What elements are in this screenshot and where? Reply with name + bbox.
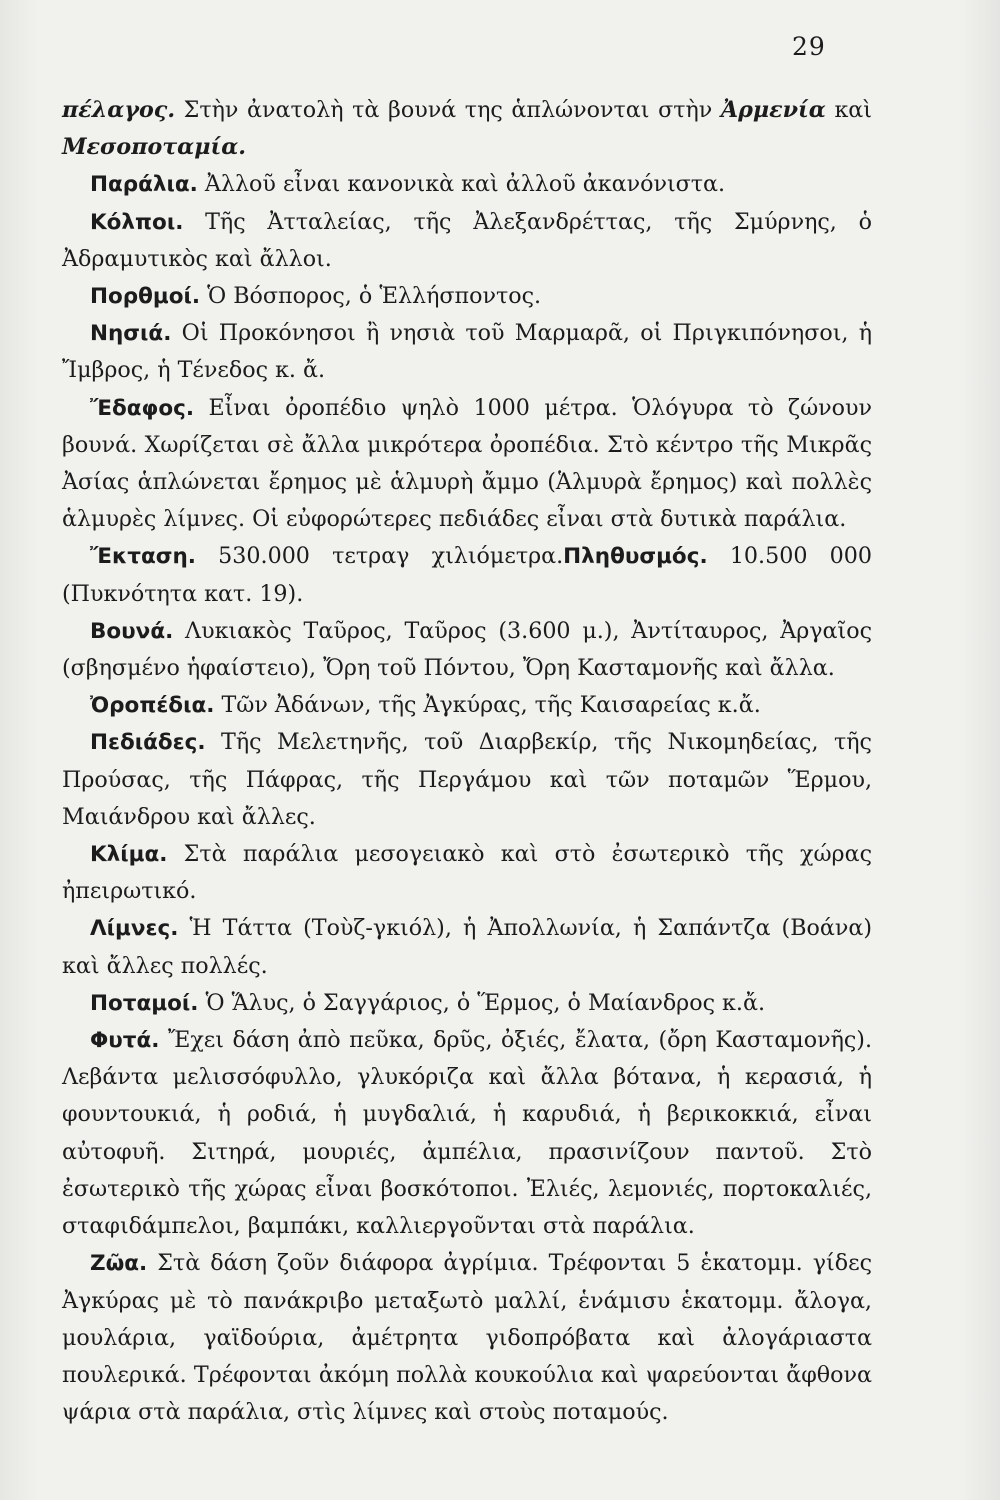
paragraph-text: 530.000 τετραγ χιλιόμετρα. bbox=[195, 543, 564, 570]
section-heading: Πορθμοί. bbox=[90, 284, 201, 310]
section-heading: Βουνά. bbox=[90, 618, 174, 644]
paragraph-text: Τῆς Ἀτταλείας, τῆς Ἀλεξανδρέττας, τῆς Σμύρνης, ὁ Ἀδραμυτικὸς καὶ ἄλλοι. bbox=[62, 208, 872, 272]
paragraph-text: Τῶν Ἀδάνων, τῆς Ἀγκύρας, τῆς Καισαρείας κ.ἄ. bbox=[214, 692, 761, 719]
italic-word: Ἀρμενία bbox=[720, 97, 826, 123]
page-number: 29 bbox=[792, 32, 826, 61]
section-heading: Παράλια. bbox=[90, 172, 198, 198]
paragraph-text: Εἶναι ὀροπέδιο ψηλὸ 1000 μέτρα. Ὁλόγυρα τὸ ζώνουν βουνά. Χωρίζεται σὲ ἄλλα μικρότερα ὀροπέδια. Στὸ κέντρο τῆς Μικρᾶς Ἀσίας ἁπλώνεται ἔρημος μὲ ἁλμυρὴ ἄμμο (Ἁλμυρὰ ἔρημος) καὶ πολλὲς ἁλμυρὲς λίμνες. Οἱ εὐφορώτερες πεδιάδες εἶναι στὰ δυτικὰ παράλια. bbox=[62, 394, 872, 533]
paragraph-text: Στὰ παράλια μεσογειακὸ καὶ στὸ ἐσωτερικὸ τῆς χώρας ἠπειρωτικό. bbox=[62, 841, 872, 905]
paragraph-text: Τῆς Μελετηνῆς, τοῦ Διαρβεκίρ, τῆς Νικομηδείας, τῆς Προύσας, τῆς Πάφρας, τῆς Περγάμου καὶ τῶν ποταμῶν Ἕρμου, Μαιάνδρου καὶ ἄλλες. bbox=[62, 729, 872, 830]
section-heading: Κλίμα. bbox=[90, 842, 168, 868]
paragraph-text: Ἀλλοῦ εἶναι κανονικὰ καὶ ἀλλοῦ ἀκανόνιστα. bbox=[197, 171, 726, 198]
paragraph-climate bbox=[62, 836, 872, 910]
paragraph-text: Στὰ δάση ζοῦν διάφορα ἀγρίμια. Τρέφονται 5 ἑκατομμ. γίδες Ἀγκύρας μὲ τὸ πανάκριβο μεταξωτὸ μαλλί, ἑνάμισυ ἑκατομμ. ἄλογα, μουλάρια, γαϊδούρια, ἀμέτρητα γιδοπρόβατα καὶ ἀλογάριαστα πουλερικά. Τρέφονται ἀκόμη πολλὰ κουκούλια καὶ ψαρεύονται ἄφθονα ψάρια στὰ παράλια, στὶς λίμνες καὶ στοὺς ποταμούς. bbox=[62, 1250, 872, 1426]
paragraph-terrain bbox=[62, 390, 872, 539]
paragraph-plateaus bbox=[62, 687, 872, 724]
section-heading: Πληθυσμός. bbox=[563, 544, 708, 570]
paragraph-text: Οἱ Προκόνησοι ἢ νησιὰ τοῦ Μαρμαρᾶ, οἱ Πριγκιπόνησοι, ἡ Ἴμβρος, ἡ Τένεδος κ. ἄ. bbox=[62, 320, 872, 384]
paragraph-lakes bbox=[62, 910, 872, 984]
section-heading: Ποταμοί. bbox=[90, 990, 199, 1016]
paragraph-intro bbox=[62, 92, 872, 166]
italic-word: πέλαγος. bbox=[62, 97, 176, 123]
paragraph-straits bbox=[62, 278, 872, 315]
paragraph-animals bbox=[62, 1245, 872, 1431]
paragraph-rivers bbox=[62, 985, 872, 1022]
paragraph-text: Ὁ Ἅλυς, ὁ Σαγγάριος, ὁ Ἕρμος, ὁ Μαίανδρος κ.ἄ. bbox=[198, 989, 766, 1016]
paragraph-text: Λυκιακὸς Ταῦρος, Ταῦρος (3.600 μ.), Ἀντίταυρος, Ἀργαῖος (σβησμένο ἡφαίστειο), Ὄρη τοῦ Πόντου, Ὄρη Κασταμονῆς καὶ ἄλλα. bbox=[62, 617, 872, 682]
paragraph-area bbox=[62, 538, 872, 612]
section-heading: Φυτά. bbox=[90, 1028, 160, 1054]
paragraph-text: Στὴν ἀνατολὴ τὰ βουνά της ἁπλώνονται στὴν bbox=[175, 97, 721, 123]
section-heading: Νησιά. bbox=[90, 321, 172, 347]
italic-word: Μεσοποταμία. bbox=[62, 134, 247, 161]
body-text bbox=[62, 92, 872, 1431]
paragraph-coasts bbox=[62, 166, 872, 203]
section-heading: Πεδιάδες. bbox=[90, 730, 206, 756]
paragraph-plains bbox=[62, 724, 872, 836]
paragraph-text: καὶ bbox=[825, 97, 872, 123]
paragraph-gulfs bbox=[62, 204, 872, 278]
section-heading: Λίμνες. bbox=[90, 916, 179, 942]
section-heading: Κόλποι. bbox=[90, 209, 184, 235]
paragraph-islands bbox=[62, 315, 872, 389]
section-heading: Ἔκταση. bbox=[90, 544, 196, 570]
paragraph-text: Ἔχει δάση ἀπὸ πεῦκα, δρῦς, ὀξιές, ἔλατα, (ὄρη Κασταμονῆς). Λεβάντα μελισσόφυλλο, γλυκόριζα καὶ ἄλλα βότανα, ἡ κερασιά, ἡ φουντουκιά, ἡ ροδιά, ἡ μυγδαλιά, ἡ καρυδιά, ἡ βερικοκκιά, εἶναι αὐτοφυῆ. Σιτηρά, μουριές, ἀμπέλια, πρασινίζουν παντοῦ. Στὸ ἐσωτερικὸ τῆς χώρας εἶναι βοσκότοποι. Ἐλιές, λεμονιές, πορτοκαλιές, σταφιδάμπελοι, βαμπάκι, καλλιεργοῦνται στὰ παράλια. bbox=[62, 1027, 872, 1240]
paragraph-text: 10.500 000 (Πυκνότητα κατ. 19). bbox=[62, 543, 872, 607]
paragraph-text: Ἡ Τάττα (Τοὺζ-γκιόλ), ἡ Ἀπολλωνία, ἡ Σαπάντζα (Βοάνα) καὶ ἄλλες πολλές. bbox=[62, 915, 872, 979]
paragraph-mountains bbox=[62, 613, 872, 687]
section-heading: Ζῶα. bbox=[90, 1251, 148, 1277]
section-heading: Ἔδαφος. bbox=[90, 395, 195, 421]
section-heading: Ὀροπέδια. bbox=[90, 693, 215, 719]
paragraph-plants bbox=[62, 1022, 872, 1245]
paragraph-text: Ὁ Βόσπορος, ὁ Ἑλλήσποντος. bbox=[200, 283, 542, 310]
